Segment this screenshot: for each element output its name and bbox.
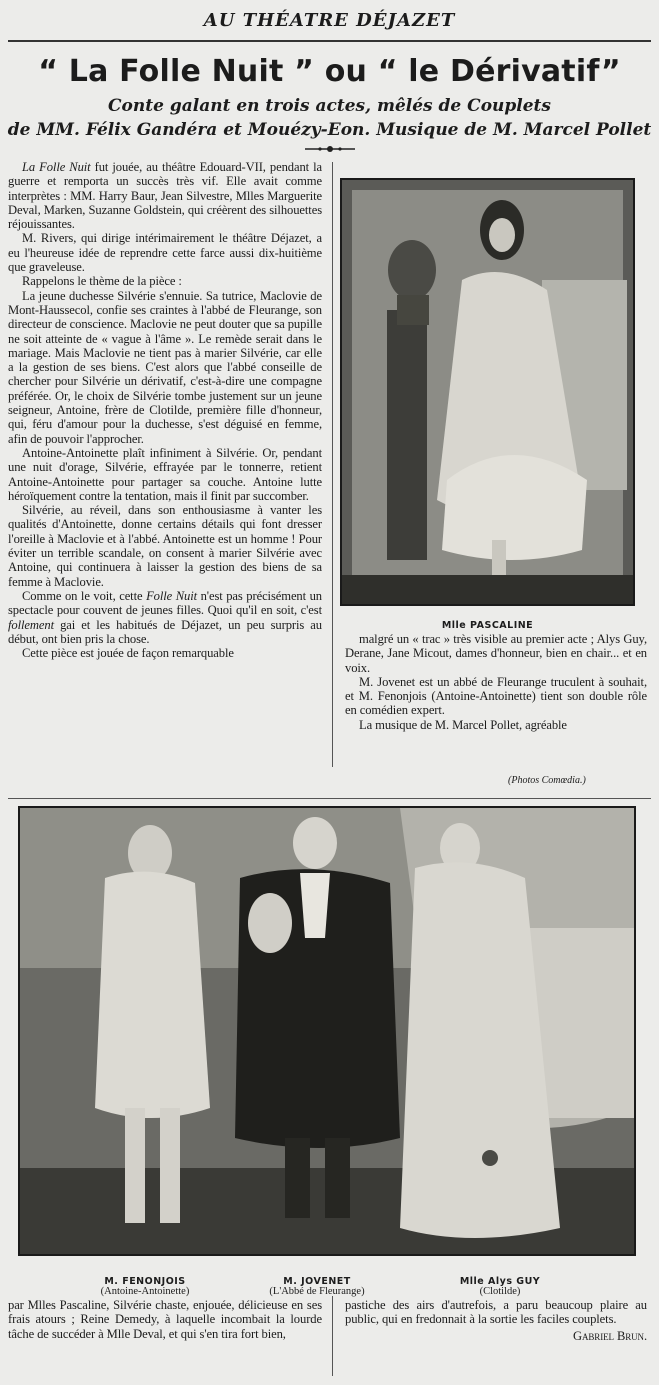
cast-role-guy: (Clotilde) xyxy=(479,1286,521,1297)
left-column-paragraph: La Folle Nuit fut jouée, au théâtre Edouard-VII, pendant la guerre et remporta un succès très vif. Elle avait comme interprètes : MM. Harry Baur, Jean Silvestre, Mlles Marguerite Deval, Marken, Suzanne Goldstein, qui créèrent des silhouettes réjouissantes. xyxy=(8,160,323,232)
bottom-left-paragraph: par Mlles Pascaline, Silvérie chaste, enjouée, délicieuse en ses frais atours ; Reine Demedy, à laquelle incombait la lourde tâche de succéder à Mlle Deval, et qui s'en tira fort bien, xyxy=(8,1298,322,1341)
author-signature: Gabriel Brun. xyxy=(573,1328,647,1343)
bottom-left-text xyxy=(8,1298,322,1341)
article-title: “ La Folle Nuit ” ou “ le Dérivatif” xyxy=(38,54,621,89)
photo-pascaline-image xyxy=(342,180,633,604)
photo-top-rule xyxy=(8,798,651,799)
photo-cast-scene-image xyxy=(20,808,634,1254)
cast-role-fenonjois: (Antoine-Antoinette) xyxy=(100,1286,190,1297)
left-column-paragraph: Rappelons le thème de la pièce : xyxy=(22,274,182,289)
photo-cast-scene xyxy=(18,806,636,1256)
photo-pascaline xyxy=(340,178,635,606)
photo-credit: (Photos Comœdia.) xyxy=(508,775,586,786)
header-rule xyxy=(8,40,651,42)
left-column-paragraph: La jeune duchesse Silvérie s'ennuie. Sa tutrice, Maclovie de Mont-Haussecol, confie ses craintes à l'abbé de Fleurange, son directeur de conscience. Maclovie ne peut douter que sa pupille ne soit atteinte de « vague à l'âme ». Le remède serait dans le mariage. Mais Maclovie ne tient pas à marier Silvérie, car elle a la gestion de ses biens. C'est alors que l'abbé conseille de chercher pour Silvérie un dérivatif, c'est-à-dire une compagne préférée. Or, le choix de Silvérie tombe justement sur un jeune seigneur, Antoine, frère de Clotilde, première fille d'honneur, qui, féru d'amour pour la duchesse, s'est déguisé en femme, afin de pouvoir l'approcher. xyxy=(8,288,323,446)
right-column-text xyxy=(345,632,647,732)
left-column-paragraph: Silvérie, au réveil, dans son enthousiasme à vanter les qualités d'Antoinette, donne certains détails qui font dresser l'oreille à Maclovie et à l'abbé. Antoinette est un homme ! Pour éviter un terrible scandale, on consent à marier Silvérie avec Antoine, qui continuera à laisser la gestion des biens de sa femme à Maclovie. xyxy=(8,503,322,589)
article-subtitle: Conte galant en trois actes, mêlés de Couplets xyxy=(108,96,551,116)
left-column-paragraph: Cette pièce est jouée de façon remarquable xyxy=(22,646,234,661)
photo-caption-pascaline: Mlle PASCALINE xyxy=(441,620,534,631)
left-column-text xyxy=(8,160,322,660)
venue-heading: AU THÉATRE DÉJAZET xyxy=(203,10,456,31)
cast-role-jovenet: (L'Abbé de Fleurange) xyxy=(269,1286,365,1297)
right-column-paragraph: M. Jovenet est un abbé de Fleurange truculent à souhait, et M. Fenonjois (Antoine-Antoinette) tient son double rôle en comédien expert. xyxy=(345,674,647,718)
article-authors: de MM. Félix Gandéra et Mouézy-Eon. Musique de M. Marcel Pollet xyxy=(7,120,652,140)
cast-caption-jovenet: M. JOVENET xyxy=(283,1276,351,1287)
right-column-paragraph: malgré un « trac » très visible au premier acte ; Alys Guy, Derane, Jane Micout, dames d'honneur, bien en chair... et en voix. xyxy=(345,632,647,675)
cast-caption-fenonjois: M. FENONJOIS xyxy=(104,1276,186,1287)
left-column-paragraph: Antoine-Antoinette plaît infiniment à Silvérie. Or, pendant une nuit d'orage, Silvérie, effrayée par le tonnerre, retient Antoine-Antoinette pour partager sa couche. Antoine lutte héroïquement contre la tentation, mais il finit par succomber. xyxy=(8,445,322,503)
right-column-paragraph: La musique de M. Marcel Pollet, agréable xyxy=(359,717,567,732)
cast-caption-guy: Mlle Alys GUY xyxy=(459,1276,541,1287)
left-column-paragraph: Comme on le voit, cette Folle Nuit n'est pas précisément un spectacle pour couvent de jeunes filles. Quoi qu'il en soit, c'est follement gai et les habitués de Déjazet, un peu surpris au début, ont bien pris la chose. xyxy=(8,588,323,646)
column-divider-bottom xyxy=(332,1296,333,1376)
ornament-divider-icon xyxy=(305,144,355,154)
bottom-right-paragraph: pastiche des airs d'autrefois, a paru beaucoup plaire au public, qui en fredonnait à la sortie les faciles couplets. xyxy=(345,1298,647,1327)
bottom-right-text xyxy=(345,1298,647,1343)
left-column-paragraph: M. Rivers, qui dirige intérimairement le théâtre Déjazet, a eu l'heureuse idée de reprendre cette farce aussi dix-huitième que graveleuse. xyxy=(8,231,322,275)
column-divider xyxy=(332,162,333,767)
